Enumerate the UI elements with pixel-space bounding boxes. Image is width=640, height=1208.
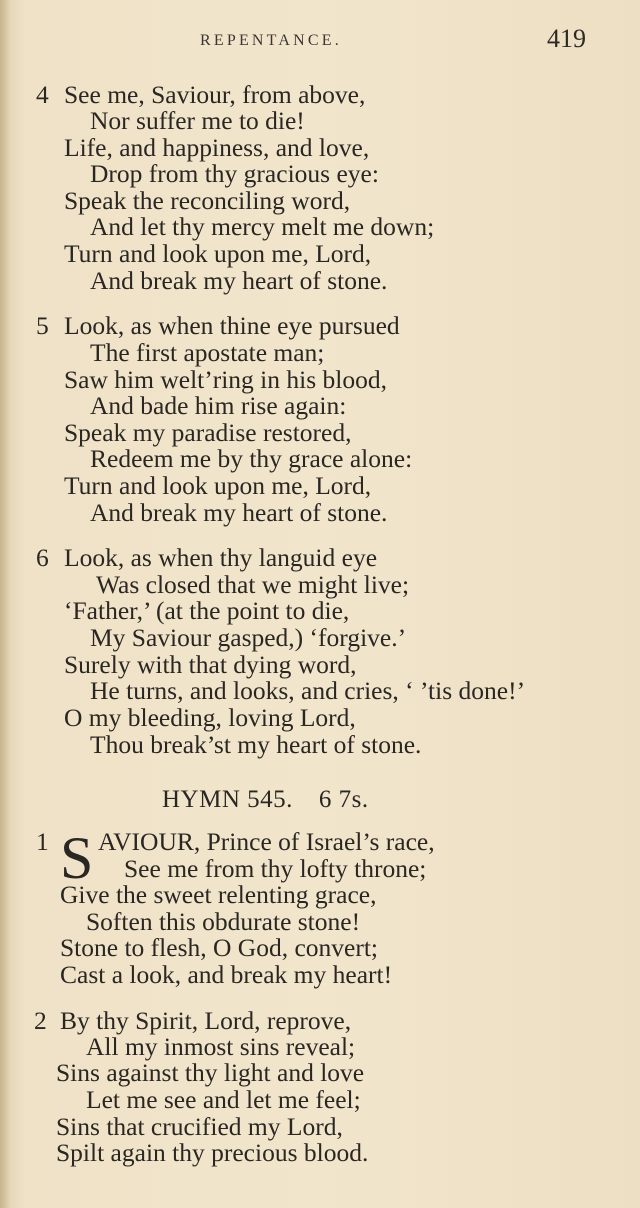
verse-line: Let me see and let me feel;	[86, 1085, 361, 1114]
verse-line: O my bleeding, loving Lord,	[64, 703, 356, 732]
page-number: 419	[547, 24, 586, 53]
verse-line: Speak the reconciling word,	[64, 186, 351, 215]
stanza-number: 2	[34, 1006, 47, 1035]
verse-line: Speak my paradise restored,	[64, 418, 352, 447]
binding-shadow	[0, 0, 10, 1208]
verse-line: And break my heart of stone.	[90, 266, 388, 295]
verse-line: Look, as when thine eye pursued	[64, 311, 400, 340]
verse-line: Surely with that dying word,	[64, 650, 357, 679]
verse-line: Thou break’st my heart of stone.	[90, 730, 422, 759]
hymn-heading	[162, 786, 369, 814]
verse-line: And bade him rise again:	[90, 391, 347, 420]
verse-line: Turn and look upon me, Lord,	[64, 471, 372, 500]
verse-line: See me, Saviour, from above,	[64, 80, 366, 109]
verse-line: All my inmost sins reveal;	[86, 1032, 356, 1061]
stanza-number: 6	[36, 543, 49, 572]
verse-line: Life, and happiness, and love,	[64, 133, 370, 162]
verse-line: Sins against thy light and love	[56, 1058, 365, 1087]
verse-line: He turns, and looks, and cries, ‘ ’tis done!’	[90, 676, 526, 705]
verse-line: Turn and look upon me, Lord,	[64, 239, 372, 268]
verse-line: And break my heart of stone.	[90, 498, 388, 527]
verse-line: AVIOUR, Prince of Israel’s race,	[98, 827, 435, 856]
verse-line: Cast a look, and break my heart!	[60, 960, 393, 989]
verse-line: Was closed that we might live;	[96, 570, 410, 599]
hymn-title: HYMN 545.	[162, 786, 293, 813]
verse-line: ‘Father,’ (at the point to die,	[64, 596, 350, 625]
verse-line: Spilt again thy precious blood.	[56, 1138, 369, 1167]
verse-line: By thy Spirit, Lord, reprove,	[60, 1006, 352, 1035]
running-title: REPENTANCE.	[200, 32, 342, 49]
verse-line: Stone to flesh, O God, convert;	[60, 933, 378, 962]
verse-line: Nor suffer me to die!	[90, 106, 305, 135]
verse-line: And let thy mercy melt me down;	[90, 212, 435, 241]
drop-cap: S	[60, 825, 94, 891]
verse-line: See me from thy lofty throne;	[124, 854, 427, 883]
stanza-number: 5	[36, 311, 49, 340]
stanza-number: 1	[36, 827, 49, 856]
verse-line: Sins that crucified my Lord,	[56, 1112, 343, 1141]
verse-line: The first apostate man;	[90, 338, 325, 367]
verse-line: My Saviour gasped,) ‘forgive.’	[90, 623, 407, 652]
stanza-number: 4	[36, 80, 49, 109]
hymn-meter: 6 7s.	[318, 786, 369, 813]
verse-line: Drop from thy gracious eye:	[90, 159, 379, 188]
verse-line: Redeem me by thy grace alone:	[90, 444, 413, 473]
verse-line: Look, as when thy languid eye	[64, 543, 378, 572]
verse-line: Soften this obdurate stone!	[86, 907, 361, 936]
verse-line: Saw him welt’ring in his blood,	[64, 365, 387, 394]
verse-line: Give the sweet relenting grace,	[60, 880, 377, 909]
